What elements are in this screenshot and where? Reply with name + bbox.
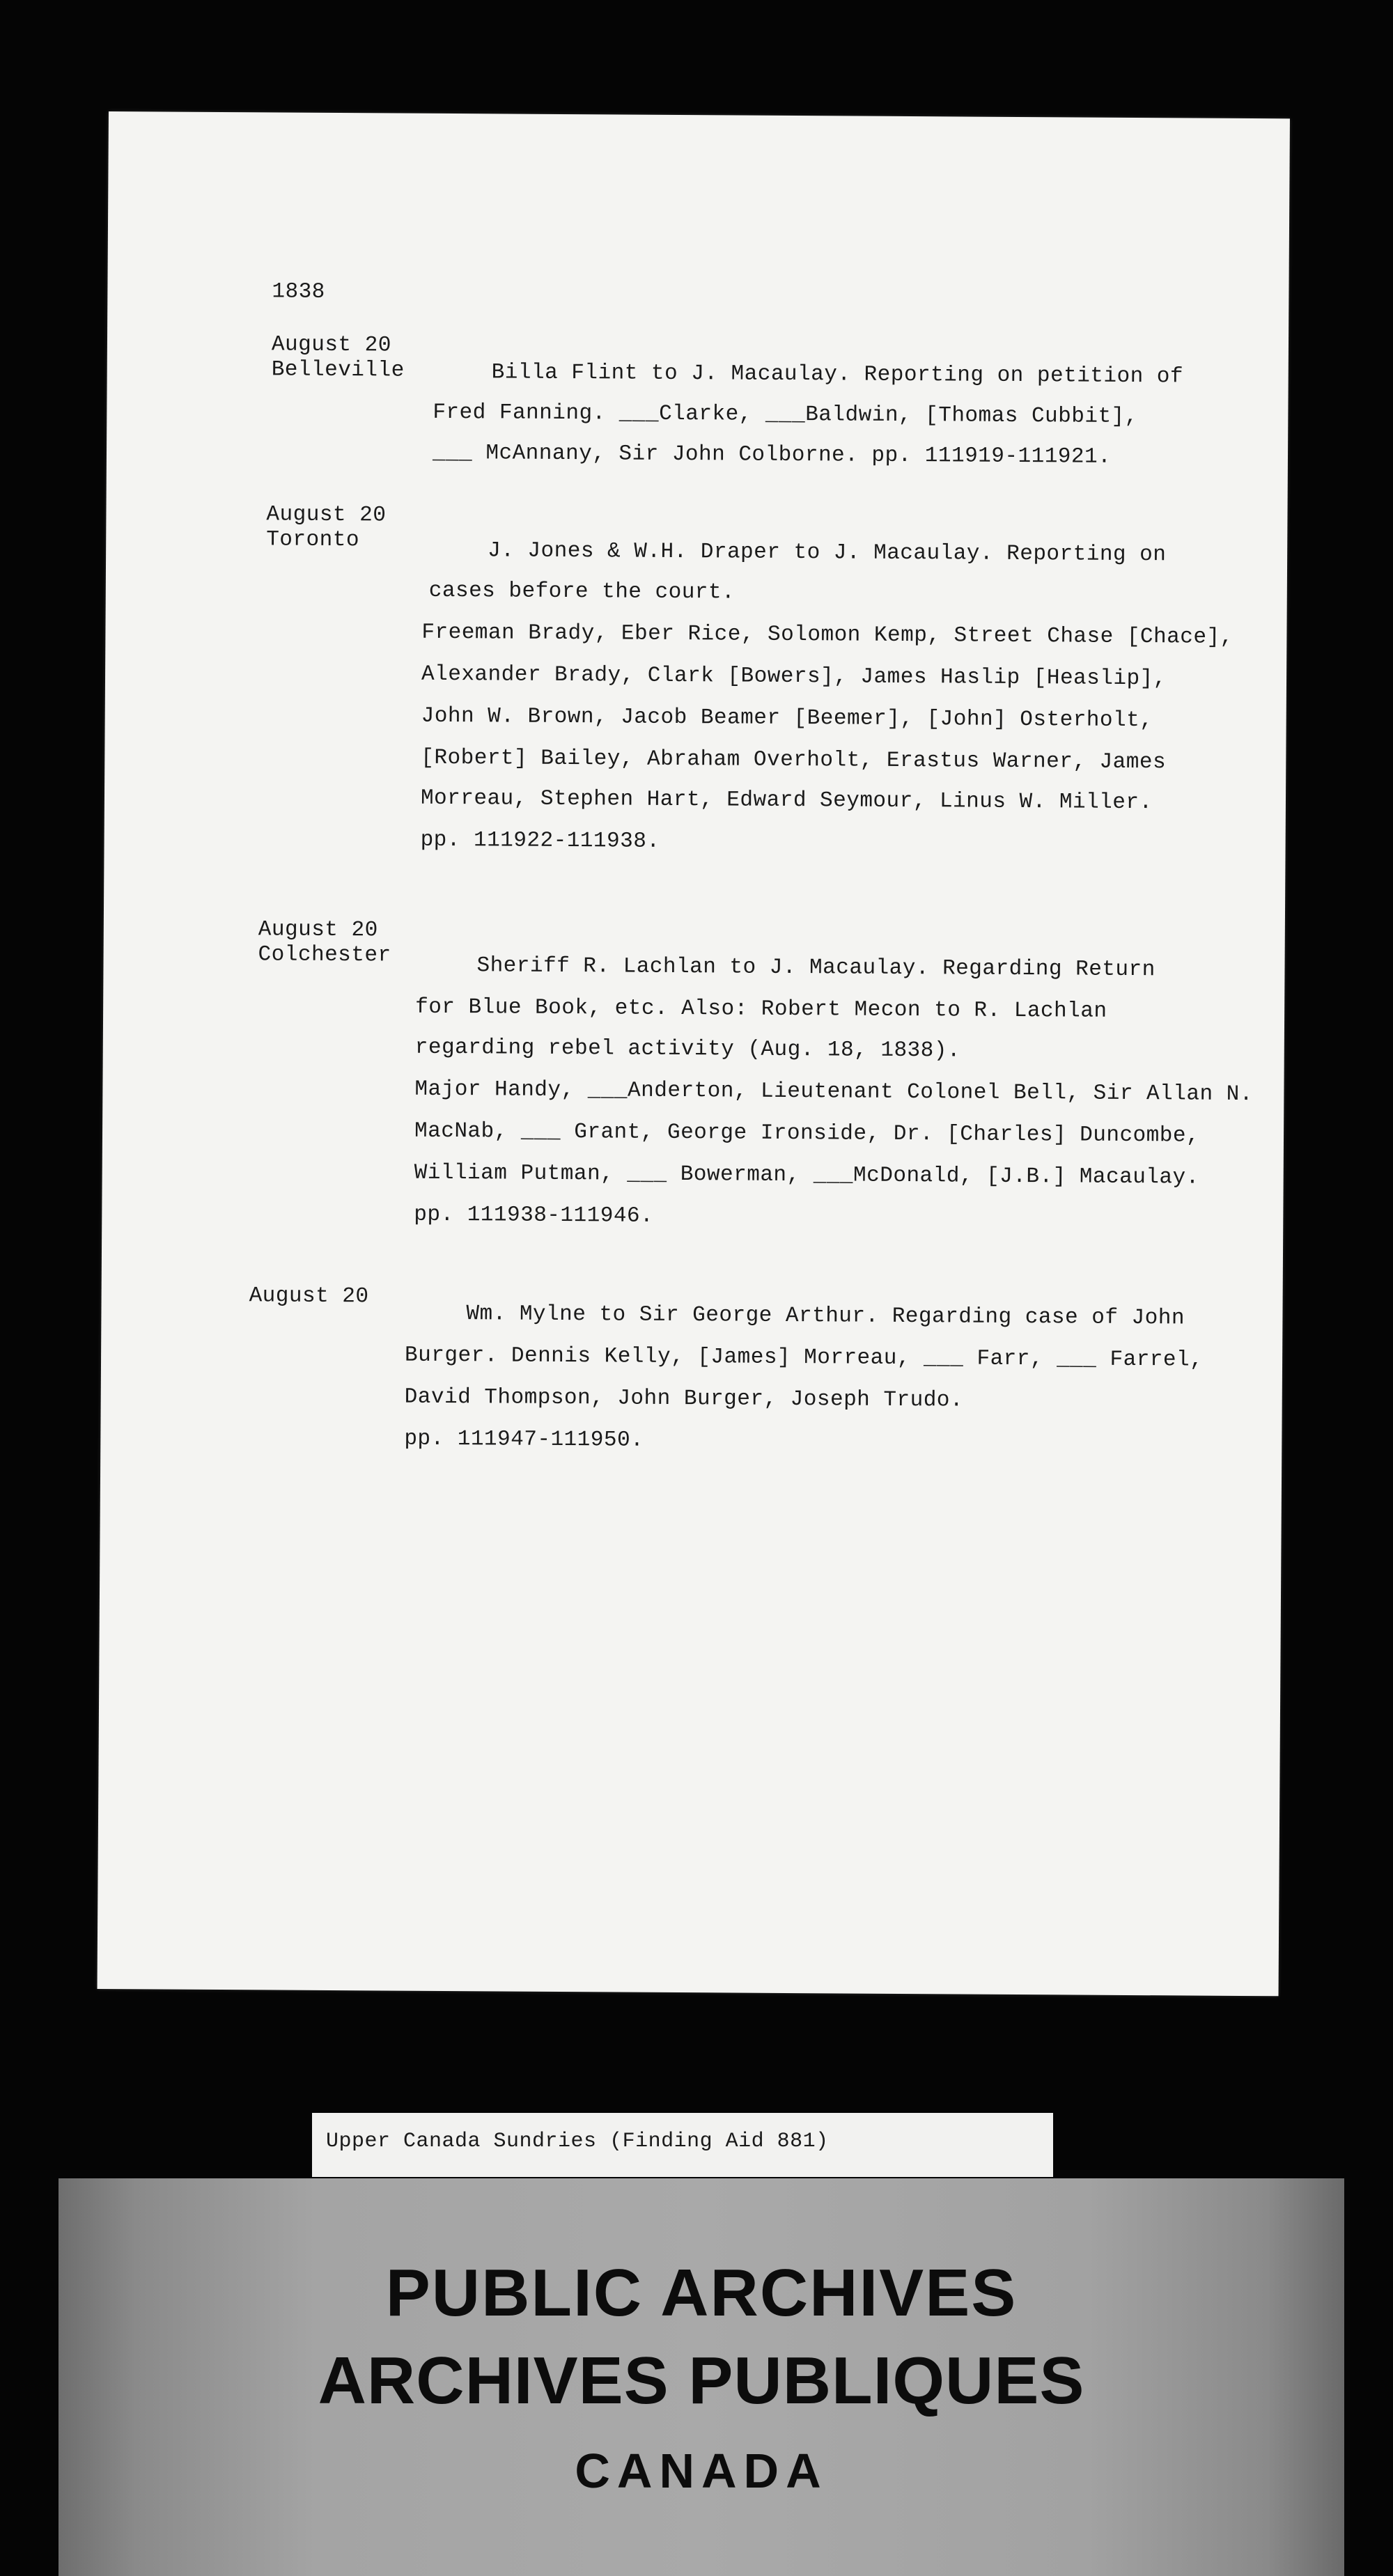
entry-line: for Blue Book, etc. Also: Robert Mecon to R. Lachlan [415,994,1107,1024]
entry-line: Billa Flint to J. Macaulay. Reporting on petition of [491,360,1184,389]
banner-line-country: CANADA [575,2444,828,2498]
entry-date: August 20 [249,1283,369,1309]
document-page [98,111,1290,1996]
entry-place: Belleville [271,357,405,383]
entry-line: ___ McAnnany, Sir John Colborne. pp. 111919-111921. [432,440,1112,469]
entry-colchester [104,916,1285,1228]
entry-line: David Thompson, John Burger, Joseph Trudo. [404,1384,964,1413]
archives-banner [59,2178,1344,2576]
entry-place: Colchester [258,942,391,968]
entry-belleville [107,331,1289,469]
caption-text: Upper Canada Sundries (Finding Aid 881) [326,2130,829,2153]
entry-toronto [107,501,1288,854]
document-year: 1838 [272,279,325,304]
entry-line: Freeman Brady, Eber Rice, Solomon Kemp, Street Chase [Chace], [421,620,1234,650]
entry-line: Morreau, Stephen Hart, Edward Seymour, Linus W. Miller. [420,786,1153,815]
entry-line: MacNab, ___ Grant, George Ironside, Dr. [Charles] Duncombe, [414,1118,1200,1148]
entry-date: August 20 [258,917,378,943]
entry-line: Burger. Dennis Kelly, [James] Morreau, ___ Farr, ___ Farrel, [404,1343,1204,1373]
entry-august-20 [102,1283,1283,1453]
entry-line: pp. 111938-111946. [414,1202,654,1228]
entry-line: Sheriff R. Lachlan to J. Macaulay. Regarding Return [476,953,1155,983]
finding-aid-caption [312,2113,1053,2177]
entry-line: cases before the court. [428,578,736,605]
entry-line: pp. 111922-111938. [420,827,660,854]
entry-line: Wm. Mylne to Sir George Arthur. Regarding case of John [466,1302,1185,1331]
entry-line: [Robert] Bailey, Abraham Overholt, Erastus Warner, James [421,745,1167,775]
entry-line: J. Jones & W.H. Draper to J. Macaulay. Reporting on [488,538,1167,568]
entry-place: Toronto [266,527,360,553]
entry-date: August 20 [266,502,387,528]
entry-date: August 20 [271,332,391,358]
entry-line: Alexander Brady, Clark [Bowers], James Haslip [Heaslip], [421,662,1167,692]
banner-line-english: PUBLIC ARCHIVES [385,2256,1018,2330]
entry-line: pp. 111947-111950. [404,1426,644,1453]
entry-line: William Putman, ___ Bowerman, ___McDonald, [J.B.] Macaulay. [414,1160,1199,1190]
banner-line-french: ARCHIVES PUBLIQUES [318,2343,1085,2418]
entry-line: Major Handy, ___Anderton, Lieutenant Colonel Bell, Sir Allan N. [414,1077,1254,1107]
entry-line: Fred Fanning. ___Clarke, ___Baldwin, [Thomas Cubbit], [433,400,1138,430]
entry-line: John W. Brown, Jacob Beamer [Beemer], [John] Osterholt, [421,703,1153,733]
entry-line: regarding rebel activity (Aug. 18, 1838). [414,1035,961,1063]
